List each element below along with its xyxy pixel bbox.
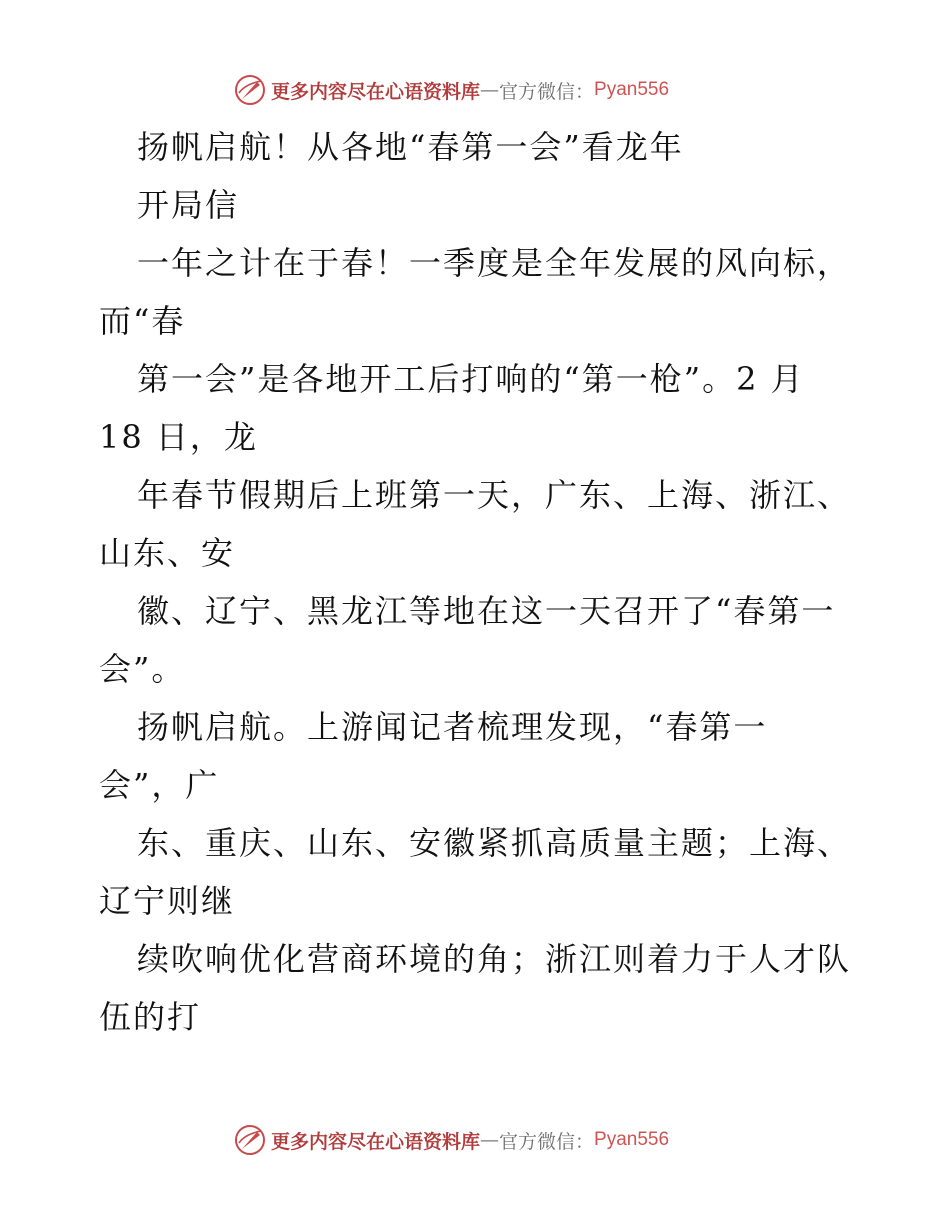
watermark-wechat-id: Pyan556 <box>594 1129 670 1150</box>
text-line: 第一会”是各地开工后打响的“第一枪”。2 月 <box>137 360 805 398</box>
watermark-wechat-label: 官方微信： <box>499 1130 595 1153</box>
watermark-separator: — <box>480 79 500 101</box>
text-line: 会”。 <box>99 650 186 688</box>
text-line: 一年之计在于春！一季度是全年发展的风向标， <box>137 244 852 282</box>
text-line: 徽、辽宁、黑龙江等地在这一天召开了“春第一 <box>137 592 836 630</box>
footer-watermark <box>233 1123 753 1157</box>
text-line: 会”，广 <box>99 766 220 804</box>
header-watermark <box>233 73 753 107</box>
text-line: 开局信 <box>137 186 240 224</box>
text-line: 而“春 <box>99 302 186 340</box>
text-line: 续吹响优化营商环境的角；浙江则着力于人才队 <box>137 940 852 978</box>
watermark-main-text: 更多内容尽在心语资料库 <box>271 1130 481 1153</box>
text-line: 年春节假期后上班第一天，广东、上海、浙江、 <box>137 476 852 514</box>
text-line: 扬帆启航。上游闻记者梳理发现，“春第一 <box>137 708 768 746</box>
feather-pen-logo-icon <box>233 1123 267 1157</box>
text-line: 扬帆启航！从各地“春第一会”看龙年 <box>137 128 684 166</box>
text-line: 东、重庆、山东、安徽紧抓高质量主题；上海、 <box>137 824 852 862</box>
watermark-wechat-id: Pyan556 <box>594 79 670 100</box>
text-line: 辽宁则继 <box>99 882 236 920</box>
watermark-wechat-label: 官方微信： <box>499 80 595 103</box>
text-line: 山东、安 <box>99 534 236 572</box>
watermark-main-text: 更多内容尽在心语资料库 <box>271 80 481 103</box>
watermark-separator: — <box>480 1129 500 1151</box>
text-line: 18 日，龙 <box>99 418 258 456</box>
feather-pen-logo-icon <box>233 73 267 107</box>
text-line: 伍的打 <box>99 998 202 1036</box>
